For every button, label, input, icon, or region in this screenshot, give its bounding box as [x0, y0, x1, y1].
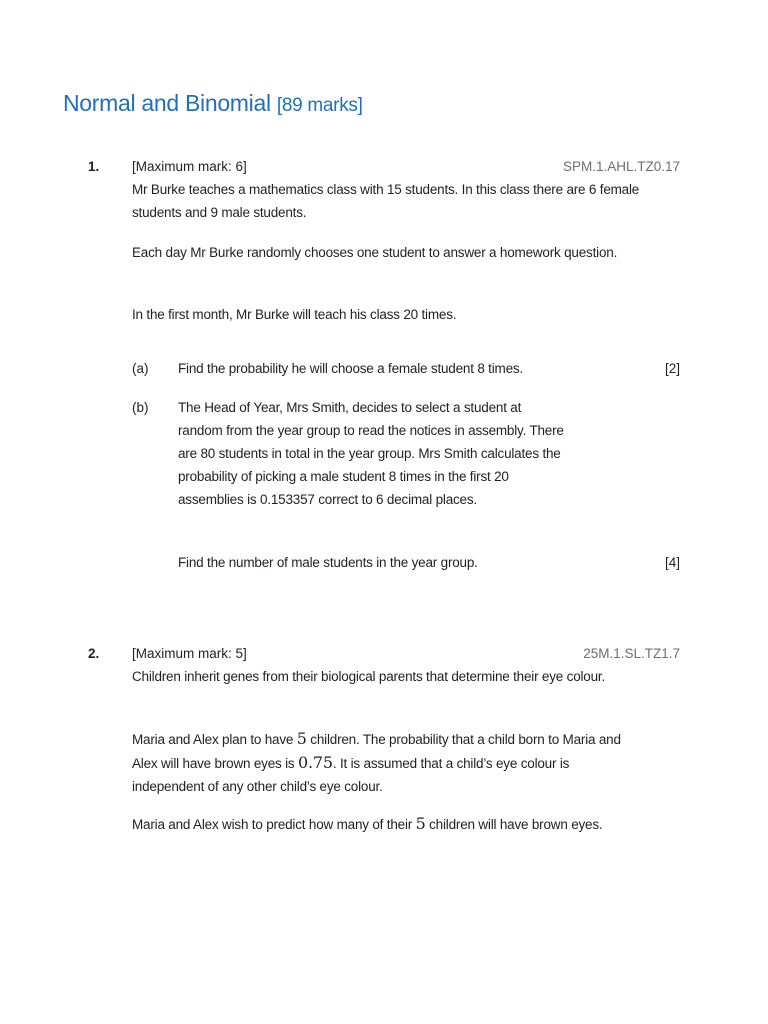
- question-max-mark: [Maximum mark: 5]: [132, 646, 247, 661]
- paragraph-text: . It is assumed that a child’s eye colour is independent of any other child’s eye colour.: [132, 756, 570, 794]
- question-paragraph: [132, 812, 622, 836]
- document-title: [63, 90, 363, 117]
- paragraph-text: Maria and Alex wish to predict how many of their: [132, 817, 416, 832]
- math-value: 5: [296, 729, 307, 748]
- question-paragraph: [132, 727, 642, 798]
- question-max-mark: [Maximum mark: 6]: [132, 159, 247, 174]
- part-mark: [4]: [664, 555, 680, 570]
- part-text: The Head of Year, Mrs Smith, decides to select a student at random from the year group to read the notices in assembly. There are 80 students in total in the year group. Mrs Smith calculates the probability of picking a male student 8 times in the first 20 assemblies is 0.153357 correct to 6 decimal places.: [178, 400, 564, 507]
- question-paragraph: In the first month, Mr Burke will teach his class 20 times.: [132, 307, 457, 322]
- part-label: (a): [132, 361, 149, 376]
- question-paragraph: Each day Mr Burke randomly chooses one student to answer a homework question.: [132, 245, 618, 260]
- document-total-marks: [89 marks]: [276, 95, 363, 116]
- part-label: (b): [132, 400, 149, 415]
- question-reference-code: SPM.1.AHL.TZ0.17: [562, 159, 680, 174]
- question-paragraph: Mr Burke teaches a mathematics class with 15 students. In this class there are 6 female students and 9 male students.: [132, 182, 640, 220]
- math-value: 0.75: [298, 753, 333, 772]
- question-reference-code: 25M.1.SL.TZ1.7: [583, 646, 680, 661]
- part-mark: [2]: [664, 361, 680, 376]
- question-number: 1.: [88, 159, 100, 174]
- document-title-text: Normal and Binomial: [63, 90, 271, 116]
- question-paragraph: Children inherit genes from their biological parents that determine their eye colour.: [132, 669, 606, 684]
- math-value: 5: [415, 814, 426, 833]
- paragraph-text: Maria and Alex plan to have: [132, 732, 297, 747]
- question-number: 2.: [88, 646, 100, 661]
- part-text: Find the probability he will choose a female student 8 times.: [178, 361, 523, 376]
- part-instruction: Find the number of male students in the year group.: [178, 555, 478, 570]
- paragraph-text: children. The probability that a child born to Maria and Alex will have brown eyes is: [132, 732, 621, 771]
- paragraph-text: children will have brown eyes.: [425, 817, 603, 832]
